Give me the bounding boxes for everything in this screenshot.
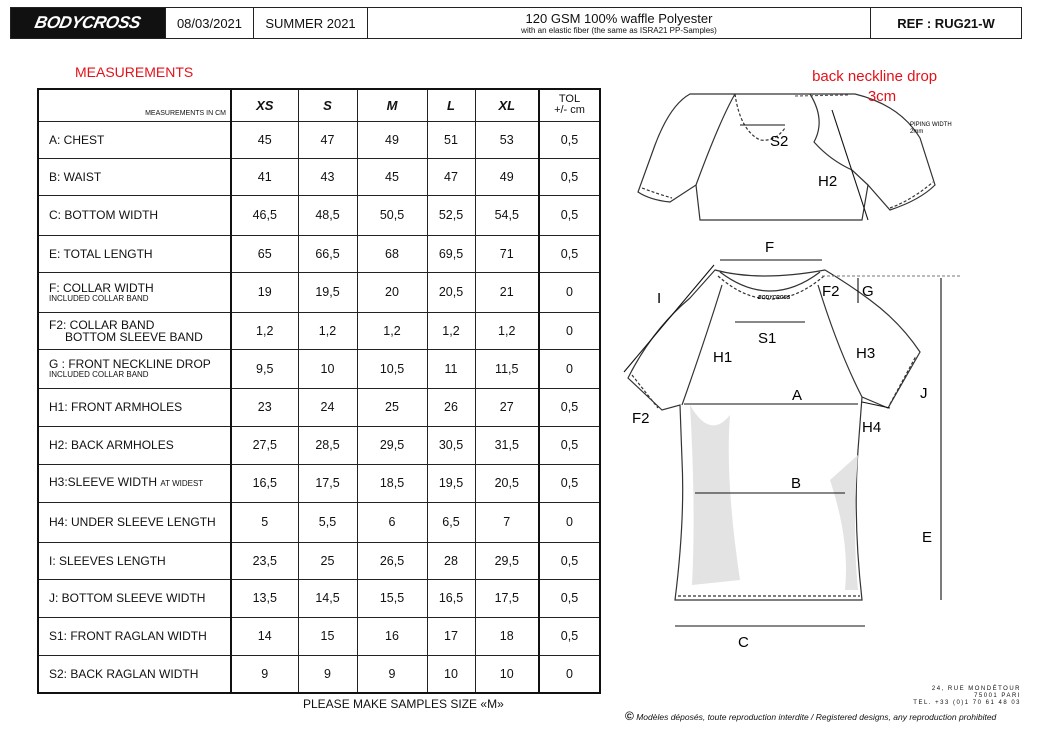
table-row <box>38 312 600 349</box>
label-f2-collar: F2 <box>822 283 840 300</box>
size-value-cell: 49 <box>357 121 427 158</box>
tolerance-header-line1: TOL <box>558 93 581 106</box>
table-row <box>38 121 600 158</box>
label-h2: H2 <box>818 173 838 190</box>
measurement-label <box>38 388 231 426</box>
table-row <box>38 464 600 502</box>
label-h4: H4 <box>862 419 882 436</box>
measurement-label-text: H4: UNDER SLEEVE LENGTH <box>49 515 216 529</box>
measurement-label <box>38 655 231 693</box>
measurement-label-text: H3:SLEEVE WIDTH <box>49 475 158 489</box>
size-header: L <box>427 89 475 121</box>
size-value-cell: 50,5 <box>357 195 427 235</box>
label-f: F <box>765 239 775 256</box>
size-value-cell: 29,5 <box>357 426 427 464</box>
table-row <box>38 579 600 617</box>
size-value-cell: 18,5 <box>357 464 427 502</box>
samples-note: PLEASE MAKE SAMPLES SIZE «M» <box>303 697 504 711</box>
measurement-label <box>38 235 231 272</box>
measurement-label-text: I: SLEEVES LENGTH <box>49 553 166 568</box>
size-value-cell: 6 <box>357 502 427 542</box>
size-value-cell: 15,5 <box>357 579 427 617</box>
table-row <box>38 388 600 426</box>
unit-label: MEASUREMENTS IN CM <box>38 89 231 121</box>
measurement-label-text: J: BOTTOM SLEEVE WIDTH <box>49 591 206 605</box>
measurement-label <box>38 121 231 158</box>
table-row <box>38 426 600 464</box>
label-a: A <box>792 387 803 404</box>
size-value-cell: 21 <box>475 272 539 312</box>
label-c: C <box>738 634 749 650</box>
size-value-cell: 1,2 <box>298 312 357 349</box>
size-value-cell: 19,5 <box>427 464 475 502</box>
size-value-cell: 10,5 <box>357 349 427 388</box>
size-value-cell: 16 <box>357 617 427 655</box>
size-value-cell: 30,5 <box>427 426 475 464</box>
size-header: XL <box>475 89 539 121</box>
label-h1: H1 <box>713 349 733 366</box>
label-h3: H3 <box>856 345 876 362</box>
address-line: 24, RUE MONDÉTOUR <box>931 686 1021 692</box>
table-row <box>38 542 600 579</box>
table-row <box>38 617 600 655</box>
tolerance-cell: 0,5 <box>539 464 600 502</box>
size-value-cell: 25 <box>298 542 357 579</box>
measurement-label-text: S1: FRONT RAGLAN WIDTH <box>49 629 207 643</box>
fabric-description: 120 GSM 100% waffle Polyester <box>525 10 713 26</box>
size-value-cell: 52,5 <box>427 195 475 235</box>
size-value-cell: 5 <box>231 502 298 542</box>
table-row <box>38 272 600 312</box>
measurement-label-text: B: WAIST <box>49 169 102 184</box>
label-g: G <box>862 283 874 300</box>
measurement-label-text: C: BOTTOM WIDTH <box>49 208 159 222</box>
size-value-cell: 24 <box>298 388 357 426</box>
size-value-cell: 20 <box>357 272 427 312</box>
document-header <box>10 7 1022 39</box>
size-value-cell: 14 <box>231 617 298 655</box>
size-value-cell: 15 <box>298 617 357 655</box>
size-value-cell: 11 <box>427 349 475 388</box>
size-value-cell: 28,5 <box>298 426 357 464</box>
size-value-cell: 19,5 <box>298 272 357 312</box>
copyright-icon: © <box>625 709 634 723</box>
measurement-label-text: E: TOTAL LENGTH <box>49 246 153 261</box>
tolerance-cell: 0,5 <box>539 121 600 158</box>
size-value-cell: 13,5 <box>231 579 298 617</box>
size-value-cell: 27 <box>475 388 539 426</box>
table-row <box>38 349 600 388</box>
size-value-cell: 1,2 <box>357 312 427 349</box>
measurements-title: MEASUREMENTS <box>75 64 194 80</box>
size-value-cell: 54,5 <box>475 195 539 235</box>
tolerance-cell: 0,5 <box>539 388 600 426</box>
size-value-cell: 17,5 <box>298 464 357 502</box>
measurement-label-text: F: COLLAR WIDTH <box>49 280 154 295</box>
size-value-cell: 25 <box>357 388 427 426</box>
fabric-note: with an elastic fiber (the same as ISRA21 PP-Samples) <box>521 25 717 35</box>
size-value-cell: 1,2 <box>231 312 298 349</box>
size-value-cell: 68 <box>357 235 427 272</box>
size-value-cell: 10 <box>427 655 475 693</box>
label-j: J <box>920 385 928 402</box>
table-header-row <box>38 89 600 121</box>
tolerance-cell: 0,5 <box>539 426 600 464</box>
measurement-label-text: H2: BACK ARMHOLES <box>49 438 174 452</box>
size-header: M <box>357 89 427 121</box>
table-row <box>38 502 600 542</box>
size-value-cell: 29,5 <box>475 542 539 579</box>
size-value-cell: 41 <box>231 158 298 195</box>
measurement-label-note: INCLUDED COLLAR BAND <box>49 370 149 379</box>
size-value-cell: 20,5 <box>475 464 539 502</box>
dimension-line-i <box>624 265 714 372</box>
copyright-notice <box>625 709 996 723</box>
header-date: 08/03/2021 <box>166 8 254 38</box>
size-value-cell: 7 <box>475 502 539 542</box>
label-f2-sleeve: F2 <box>632 410 650 427</box>
back-neckline-label: back neckline drop 3cm <box>812 68 938 105</box>
size-value-cell: 26 <box>427 388 475 426</box>
size-value-cell: 53 <box>475 121 539 158</box>
size-value-cell: 17,5 <box>475 579 539 617</box>
size-value-cell: 17 <box>427 617 475 655</box>
chest-print: BODYCROSS <box>758 295 791 301</box>
size-value-cell: 18 <box>475 617 539 655</box>
measurement-label <box>38 272 231 312</box>
tolerance-cell: 0 <box>539 272 600 312</box>
size-value-cell: 9,5 <box>231 349 298 388</box>
size-value-cell: 9 <box>298 655 357 693</box>
size-value-cell: 45 <box>231 121 298 158</box>
tolerance-cell: 0,5 <box>539 158 600 195</box>
size-value-cell: 69,5 <box>427 235 475 272</box>
size-value-cell: 26,5 <box>357 542 427 579</box>
size-value-cell: 28 <box>427 542 475 579</box>
size-value-cell: 49 <box>475 158 539 195</box>
size-value-cell: 5,5 <box>298 502 357 542</box>
measurement-label <box>38 195 231 235</box>
size-value-cell: 16,5 <box>231 464 298 502</box>
size-value-cell: 27,5 <box>231 426 298 464</box>
address-line: TEL. +33 (0)1 70 61 48 03 <box>913 700 1021 706</box>
size-value-cell: 66,5 <box>298 235 357 272</box>
piping-width-label: PIPING WIDTH 2mm <box>910 122 952 135</box>
size-value-cell: 71 <box>475 235 539 272</box>
company-address <box>913 686 1021 707</box>
size-value-cell: 11,5 <box>475 349 539 388</box>
tolerance-cell: 0 <box>539 349 600 388</box>
table-row <box>38 655 600 693</box>
measurement-label <box>38 426 231 464</box>
measurement-label-text: S2: BACK RAGLAN WIDTH <box>49 666 199 681</box>
garment-diagram <box>600 60 1020 650</box>
label-i: I <box>657 290 662 307</box>
measurement-label-note: INCLUDED COLLAR BAND <box>49 293 149 303</box>
size-value-cell: 20,5 <box>427 272 475 312</box>
measurement-label <box>38 158 231 195</box>
tolerance-cell: 0,5 <box>539 617 600 655</box>
size-value-cell: 51 <box>427 121 475 158</box>
size-header: S <box>298 89 357 121</box>
measurement-label <box>38 312 231 349</box>
copyright-text: Modèles déposés, toute reproduction interdite / Registered designs, any reproduction prohibited <box>636 712 997 722</box>
tolerance-cell: 0 <box>539 502 600 542</box>
garment-shading <box>690 405 858 590</box>
table-row <box>38 195 600 235</box>
label-e: E <box>922 529 933 546</box>
size-value-cell: 10 <box>475 655 539 693</box>
measurement-label-text: H1: FRONT ARMHOLES <box>49 400 183 414</box>
size-value-cell: 46,5 <box>231 195 298 235</box>
dimension-line-h2 <box>832 110 868 220</box>
size-value-cell: 23,5 <box>231 542 298 579</box>
address-line: 75001 PARI <box>974 693 1021 699</box>
tolerance-cell: 0 <box>539 655 600 693</box>
size-value-cell: 45 <box>357 158 427 195</box>
measurement-label-note: AT WIDEST <box>160 479 204 488</box>
measurement-label <box>38 502 231 542</box>
header-fabric <box>368 8 871 38</box>
tolerance-cell: 0,5 <box>539 195 600 235</box>
tolerance-cell: 0,5 <box>539 542 600 579</box>
size-value-cell: 10 <box>298 349 357 388</box>
measurement-label <box>38 349 231 388</box>
size-value-cell: 48,5 <box>298 195 357 235</box>
size-value-cell: 43 <box>298 158 357 195</box>
measurement-label <box>38 542 231 579</box>
tolerance-header-line2: +/- cm <box>554 104 585 117</box>
label-s2: S2 <box>770 133 789 150</box>
measurement-label <box>38 579 231 617</box>
header-season: SUMMER 2021 <box>254 8 368 38</box>
size-value-cell: 65 <box>231 235 298 272</box>
brand-name: BODYCROSS <box>33 13 143 32</box>
measurement-label <box>38 617 231 655</box>
dimension-line-back-drop <box>795 95 848 96</box>
size-value-cell: 19 <box>231 272 298 312</box>
size-value-cell: 9 <box>231 655 298 693</box>
back-view-sketch <box>638 94 935 220</box>
size-value-cell: 6,5 <box>427 502 475 542</box>
tolerance-cell: 0,5 <box>539 579 600 617</box>
size-value-cell: 1,2 <box>427 312 475 349</box>
measurement-label <box>38 464 231 502</box>
size-header: XS <box>231 89 298 121</box>
size-value-cell: 31,5 <box>475 426 539 464</box>
label-b: B <box>791 475 802 492</box>
size-value-cell: 47 <box>298 121 357 158</box>
size-value-cell: 47 <box>427 158 475 195</box>
table-row <box>38 235 600 272</box>
size-value-cell: 1,2 <box>475 312 539 349</box>
tolerance-cell: 0,5 <box>539 235 600 272</box>
size-value-cell: 14,5 <box>298 579 357 617</box>
tolerance-cell: 0 <box>539 312 600 349</box>
measurement-table <box>37 88 601 694</box>
header-reference: REF : RUG21-W <box>897 15 995 31</box>
brand-logo <box>11 8 166 38</box>
size-value-cell: 16,5 <box>427 579 475 617</box>
table-row <box>38 158 600 195</box>
tolerance-header <box>539 89 600 121</box>
measurement-label-text: G : FRONT NECKLINE DROP <box>49 357 211 371</box>
label-s1: S1 <box>758 330 777 347</box>
measurement-label-text: F2: COLLAR BAND <box>49 317 155 332</box>
measurement-label-text: A: CHEST <box>49 132 105 147</box>
size-value-cell: 23 <box>231 388 298 426</box>
measurement-label-line2: BOTTOM SLEEVE BAND <box>65 329 203 344</box>
size-value-cell: 9 <box>357 655 427 693</box>
